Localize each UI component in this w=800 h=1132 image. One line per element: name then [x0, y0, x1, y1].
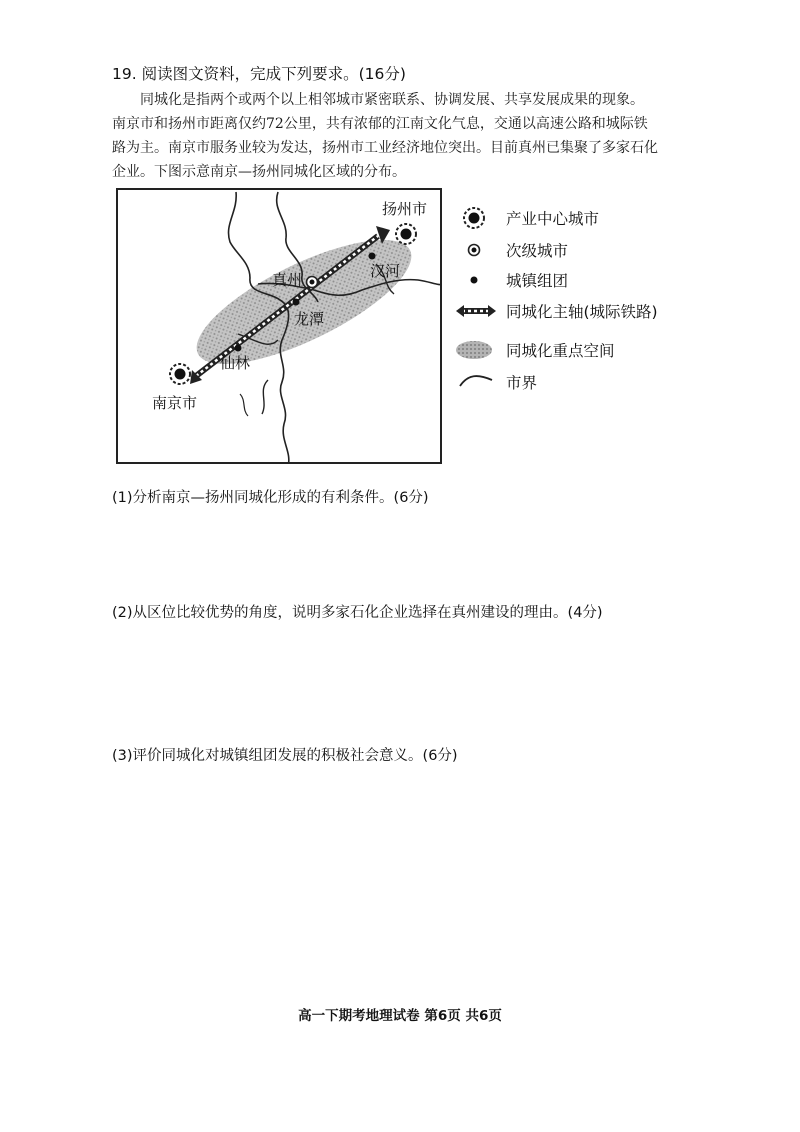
yangzhou-label: 扬州市	[382, 200, 428, 218]
city-boundary-line	[240, 394, 248, 416]
legend-label: 同城化重点空间	[506, 342, 615, 360]
legend-label: 城镇组团	[506, 272, 569, 290]
legend-label: 同城化主轴(城际铁路)	[506, 303, 658, 321]
key-space-icon	[454, 336, 498, 364]
longtan-label: 龙潭	[294, 310, 325, 328]
legend-item	[454, 336, 714, 364]
hanhe-town-marker	[369, 253, 376, 260]
longtan-town-marker	[293, 299, 300, 306]
city-boundary-icon	[454, 368, 498, 396]
sub-question-3: (3)评价同城化对城镇组团发展的积极社会意义。(6分)	[112, 748, 458, 764]
legend-item	[454, 266, 714, 294]
secondary-city-icon	[454, 236, 498, 264]
yangzhou-city-marker	[396, 224, 416, 244]
intro-line-4: 企业。下图示意南京—扬州同城化区域的分布。	[112, 164, 406, 180]
legend-item	[454, 368, 714, 396]
zhenzhou-city-marker	[307, 277, 318, 288]
page-footer: 高一下期考地理试卷 第6页 共6页	[298, 1008, 502, 1024]
nanjing-label: 南京市	[152, 394, 198, 412]
xianlin-town-marker	[235, 345, 242, 352]
legend-label: 次级城市	[506, 242, 569, 260]
sub-question-2: (2)从区位比较优势的角度，说明多家石化企业选择在真州建设的理由。(4分)	[112, 605, 603, 621]
zhenzhou-label: 真州	[272, 271, 303, 289]
legend-label: 产业中心城市	[506, 210, 600, 228]
intro-line-2: 南京市和扬州市距离仅约72公里，共有浓郁的江南文化气息，交通以高速公路和城际铁	[112, 116, 648, 132]
xianlin-label: 仙林	[220, 354, 251, 372]
legend-label: 市界	[506, 374, 538, 392]
nanjing-city-marker	[170, 364, 190, 384]
hanhe-label: 汉河	[370, 262, 401, 280]
sub-question-1: (1)分析南京—扬州同城化形成的有利条件。(6分)	[112, 490, 429, 506]
town-cluster-icon	[454, 266, 498, 294]
question-title: 19. 阅读图文资料，完成下列要求。(16分)	[112, 65, 406, 83]
map-graphic	[118, 190, 442, 464]
legend-item	[454, 297, 714, 325]
intro-line-1: 同城化是指两个或两个以上相邻城市紧密联系、协调发展、共享发展成果的现象。	[140, 92, 644, 108]
industrial-center-city-icon	[454, 204, 498, 232]
map	[116, 188, 442, 464]
integration-axis-icon	[454, 297, 498, 325]
legend-item	[454, 236, 714, 264]
intro-line-3: 路为主。南京市服务业较为发达，扬州市工业经济地位突出。目前真州已集聚了多家石化	[112, 140, 658, 156]
legend-item	[454, 204, 714, 232]
question-intro	[112, 88, 702, 184]
